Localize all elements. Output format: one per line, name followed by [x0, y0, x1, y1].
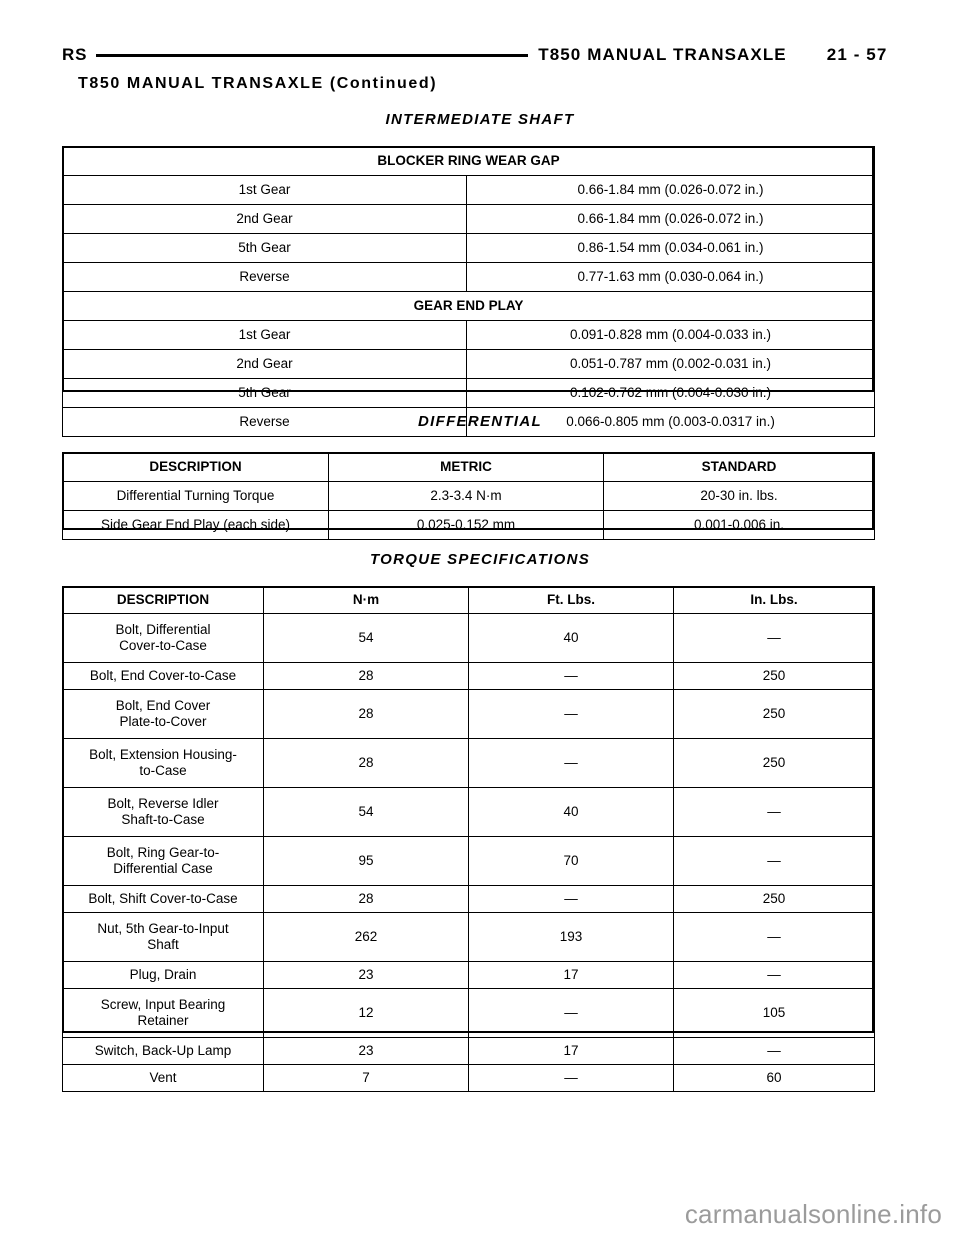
cell-ft-lbs: — [469, 690, 674, 739]
cell-in-lbs: — [674, 1038, 875, 1065]
table-row [63, 788, 875, 837]
table-row [63, 511, 875, 540]
table-row [63, 263, 875, 292]
cell-nm: 28 [264, 663, 469, 690]
table-row [63, 1038, 875, 1065]
cell-metric: 2.3-3.4 N·m [329, 482, 604, 511]
row-value: 0.051-0.787 mm (0.002-0.031 in.) [467, 350, 875, 379]
table-row [63, 837, 875, 886]
header-page-number: 21 - 57 [826, 45, 888, 64]
page-running-header [62, 42, 888, 68]
row-value: 0.77-1.63 mm (0.030-0.064 in.) [467, 263, 875, 292]
cell-description: Side Gear End Play (each side) [63, 511, 329, 540]
cell-in-lbs: 250 [674, 739, 875, 788]
column-header-description: DESCRIPTION [63, 587, 264, 614]
cell-nm: 28 [264, 739, 469, 788]
cell-ft-lbs: 17 [469, 1038, 674, 1065]
cell-nm: 95 [264, 837, 469, 886]
cell-description: Bolt, End Cover Plate-to-Cover [63, 690, 264, 739]
header-title: T850 MANUAL TRANSAXLE [538, 45, 787, 64]
cell-description: Screw, Input Bearing Retainer [63, 989, 264, 1038]
table-row [63, 1065, 875, 1092]
table-intermediate-shaft [62, 146, 875, 437]
table-row [63, 350, 875, 379]
cell-ft-lbs: 70 [469, 837, 674, 886]
column-header-description: DESCRIPTION [63, 453, 329, 482]
cell-ft-lbs: — [469, 739, 674, 788]
cell-nm: 23 [264, 962, 469, 989]
table-row [63, 913, 875, 962]
cell-nm: 23 [264, 1038, 469, 1065]
cell-description: Switch, Back-Up Lamp [63, 1038, 264, 1065]
cell-in-lbs: 105 [674, 989, 875, 1038]
cell-ft-lbs: — [469, 663, 674, 690]
column-header-in-lbs: In. Lbs. [674, 587, 875, 614]
table-header-row [63, 453, 875, 482]
section-caption-torque-specifications: TORQUE SPECIFICATIONS [369, 551, 591, 568]
cell-ft-lbs: 40 [469, 614, 674, 663]
table-row [63, 886, 875, 913]
cell-description: Bolt, Ring Gear-to- Differential Case [63, 837, 264, 886]
cell-description: Differential Turning Torque [63, 482, 329, 511]
row-value: 0.091-0.828 mm (0.004-0.033 in.) [467, 321, 875, 350]
cell-in-lbs: — [674, 837, 875, 886]
table-torque-specifications [62, 586, 875, 1092]
table-row [63, 690, 875, 739]
cell-metric: 0.025-0.152 mm [329, 511, 604, 540]
cell-standard: 20-30 in. lbs. [604, 482, 875, 511]
cell-nm: 28 [264, 886, 469, 913]
cell-in-lbs: — [674, 788, 875, 837]
table-header-row [63, 587, 875, 614]
header-rule [96, 54, 528, 57]
row-value: 0.066-0.805 mm (0.003-0.0317 in.) [467, 408, 875, 437]
cell-ft-lbs: 193 [469, 913, 674, 962]
row-value: 0.66-1.84 mm (0.026-0.072 in.) [467, 205, 875, 234]
cell-description: Plug, Drain [63, 962, 264, 989]
row-value: 0.102-0.762 mm (0.004-0.030 in.) [467, 379, 875, 408]
cell-description: Bolt, Differential Cover-to-Case [63, 614, 264, 663]
section-caption-intermediate-shaft: INTERMEDIATE SHAFT [385, 111, 575, 128]
cell-in-lbs: 60 [674, 1065, 875, 1092]
cell-description: Nut, 5th Gear-to-Input Shaft [63, 913, 264, 962]
column-header-ft-lbs: Ft. Lbs. [469, 587, 674, 614]
cell-standard: 0.001-0.006 in. [604, 511, 875, 540]
row-label: 5th Gear [63, 234, 467, 263]
cell-nm: 12 [264, 989, 469, 1038]
cell-description: Bolt, Shift Cover-to-Case [63, 886, 264, 913]
table-row [63, 989, 875, 1038]
band-title-blocker-ring-wear-gap: BLOCKER RING WEAR GAP [63, 147, 875, 176]
site-watermark: carmanualsonline.info [684, 1199, 942, 1229]
table-row [63, 205, 875, 234]
row-label: Reverse [63, 408, 467, 437]
cell-description: Bolt, End Cover-to-Case [63, 663, 264, 690]
cell-in-lbs: — [674, 913, 875, 962]
table-differential [62, 452, 875, 540]
table-row [63, 321, 875, 350]
column-header-standard: STANDARD [604, 453, 875, 482]
row-label: 5th Gear [63, 379, 467, 408]
table-row [63, 962, 875, 989]
cell-description: Bolt, Reverse Idler Shaft-to-Case [63, 788, 264, 837]
cell-in-lbs: — [674, 962, 875, 989]
cell-ft-lbs: 40 [469, 788, 674, 837]
cell-in-lbs: 250 [674, 690, 875, 739]
cell-in-lbs: — [674, 614, 875, 663]
row-label: 2nd Gear [63, 205, 467, 234]
column-header-metric: METRIC [329, 453, 604, 482]
table-row [63, 379, 875, 408]
row-value: 0.66-1.84 mm (0.026-0.072 in.) [467, 176, 875, 205]
row-label: Reverse [63, 263, 467, 292]
row-label: 1st Gear [63, 321, 467, 350]
cell-nm: 7 [264, 1065, 469, 1092]
section-caption-differential: DIFFERENTIAL [418, 413, 542, 430]
cell-in-lbs: 250 [674, 886, 875, 913]
cell-ft-lbs: 17 [469, 962, 674, 989]
cell-description: Vent [63, 1065, 264, 1092]
table-row [63, 663, 875, 690]
row-value: 0.86-1.54 mm (0.034-0.061 in.) [467, 234, 875, 263]
cell-ft-lbs: — [469, 886, 674, 913]
table-row [63, 739, 875, 788]
table-band-row [63, 292, 875, 321]
row-label: 2nd Gear [63, 350, 467, 379]
table-row [63, 614, 875, 663]
band-title-gear-end-play: GEAR END PLAY [63, 292, 875, 321]
table-band-row [63, 147, 875, 176]
cell-nm: 54 [264, 614, 469, 663]
table-row [63, 482, 875, 511]
row-label: 1st Gear [63, 176, 467, 205]
header-left-code: RS [62, 45, 88, 64]
cell-ft-lbs: — [469, 989, 674, 1038]
cell-description: Bolt, Extension Housing- to-Case [63, 739, 264, 788]
cell-in-lbs: 250 [674, 663, 875, 690]
table-row [63, 176, 875, 205]
column-header-nm: N·m [264, 587, 469, 614]
table-row [63, 234, 875, 263]
cell-nm: 28 [264, 690, 469, 739]
cell-nm: 262 [264, 913, 469, 962]
cell-nm: 54 [264, 788, 469, 837]
cell-ft-lbs: — [469, 1065, 674, 1092]
page-subtitle: T850 MANUAL TRANSAXLE (Continued) [78, 75, 438, 92]
